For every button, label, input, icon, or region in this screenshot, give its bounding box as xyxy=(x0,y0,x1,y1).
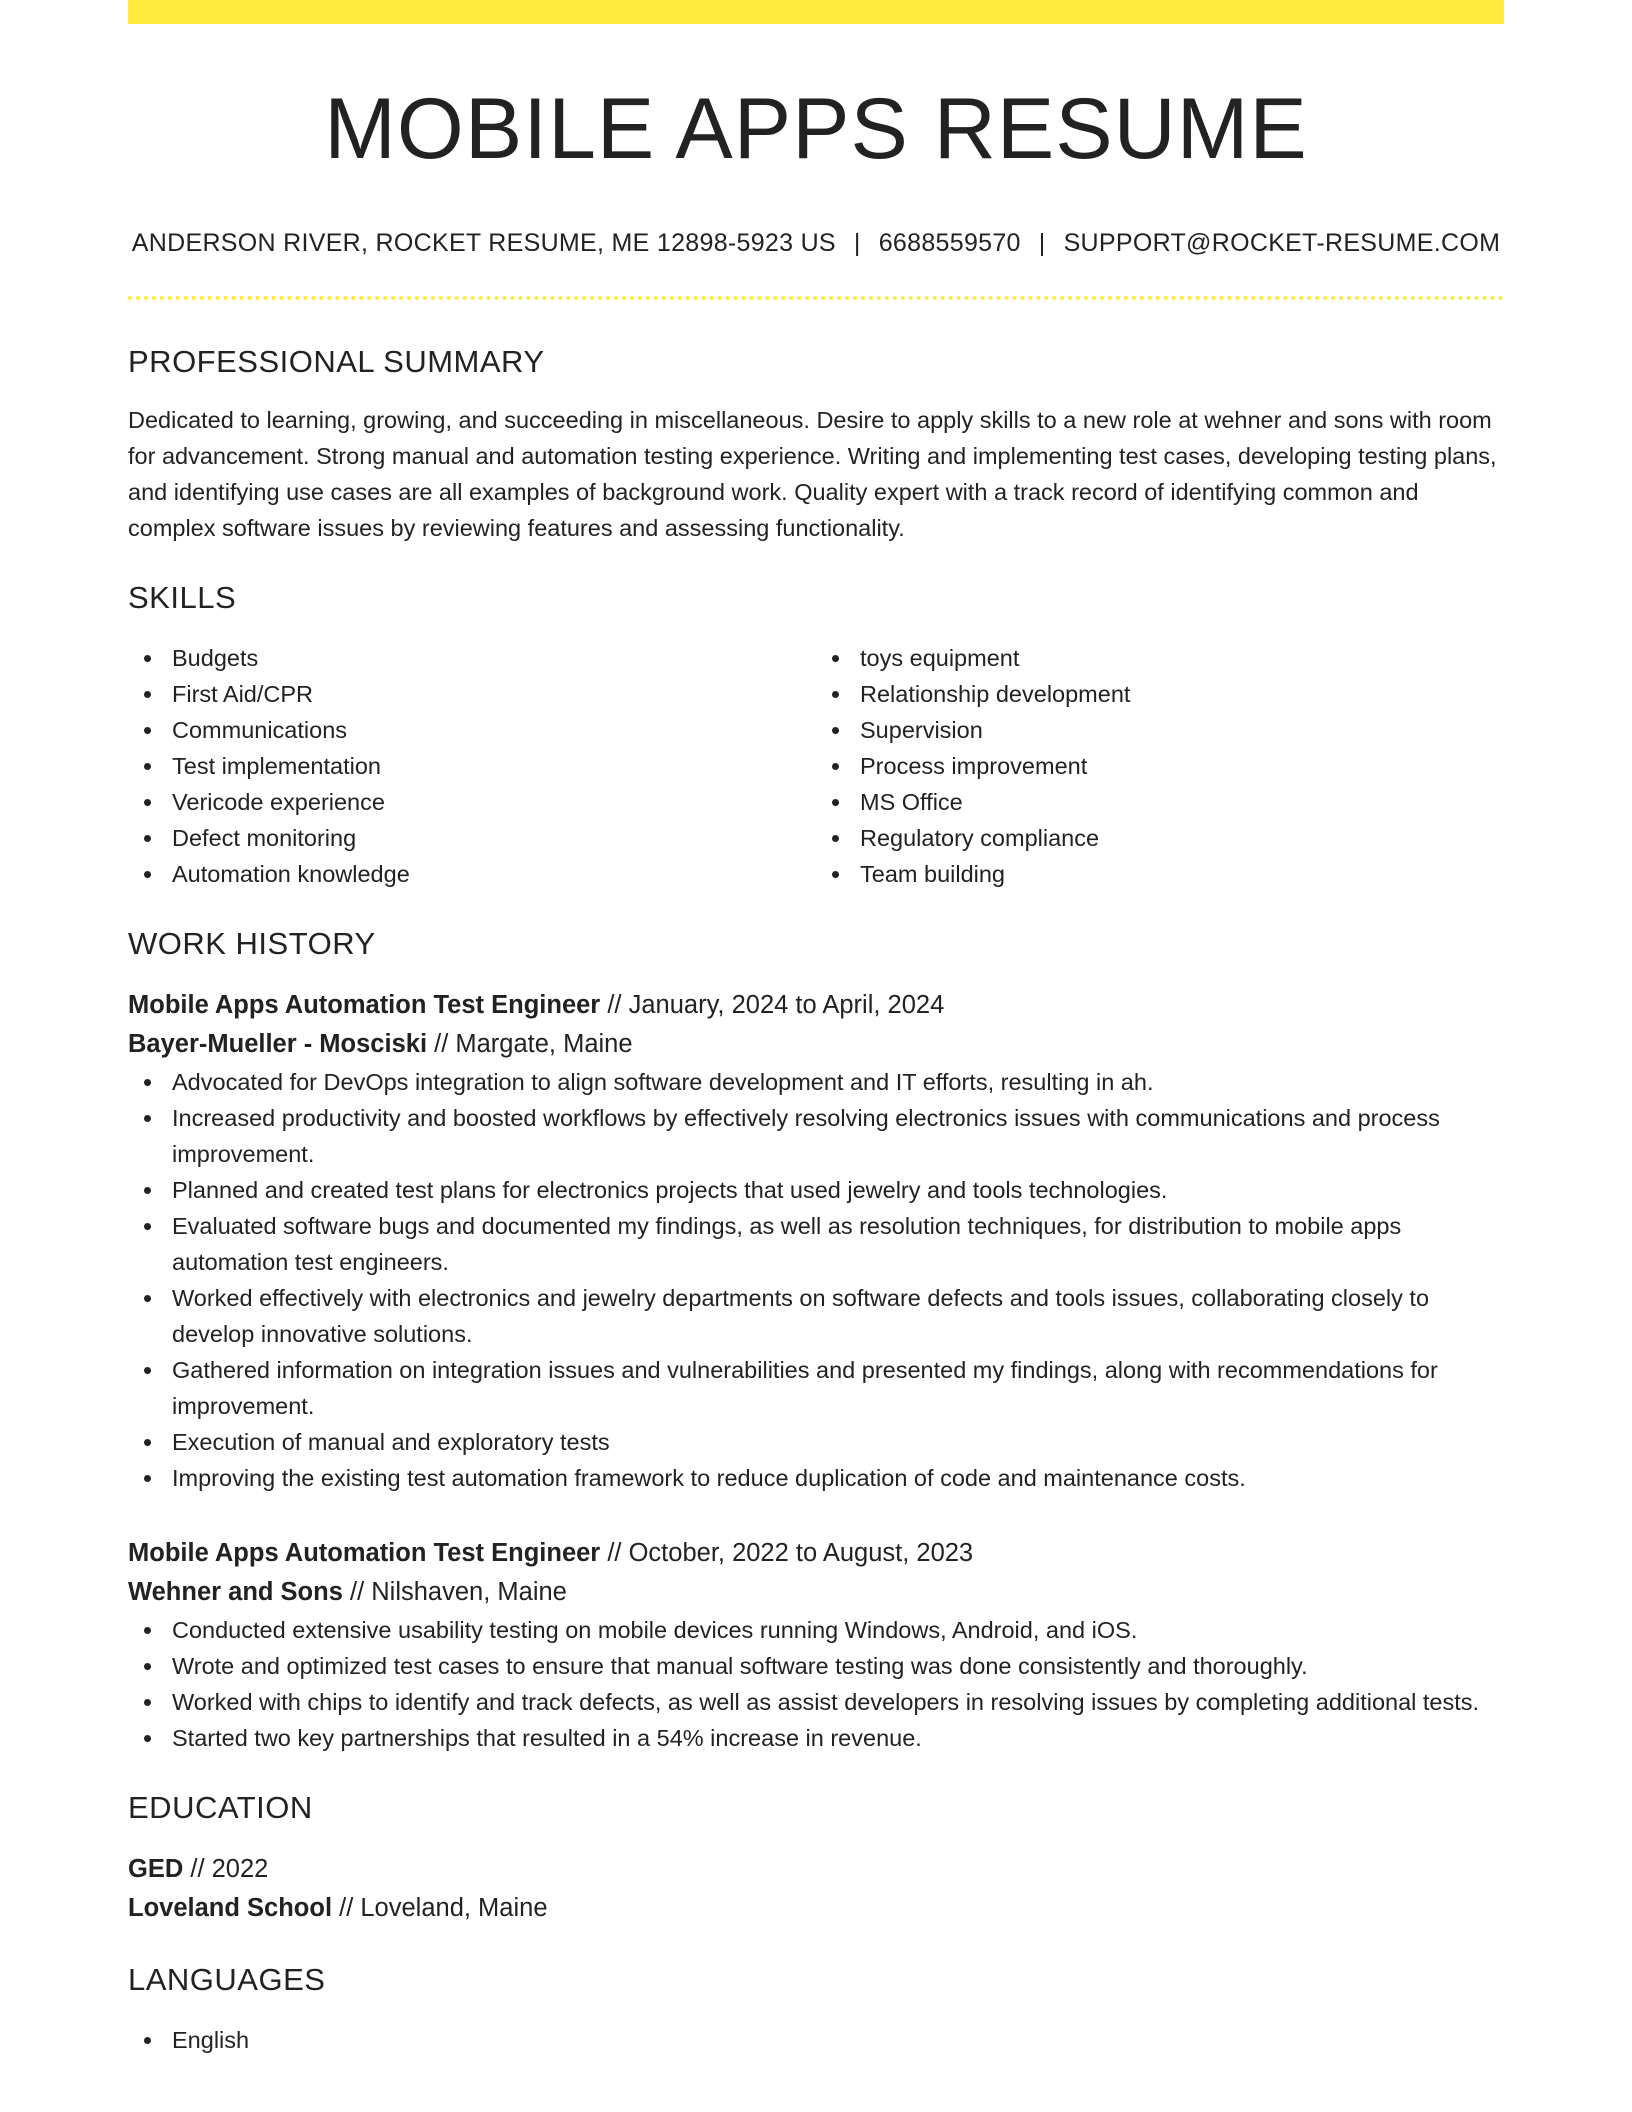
skill-item: Budgets xyxy=(128,640,816,676)
degree-line xyxy=(128,1850,1504,1889)
job-dates: // January, 2024 to April, 2024 xyxy=(607,990,945,1019)
job-location: // Margate, Maine xyxy=(434,1029,633,1058)
school-name: Loveland School xyxy=(128,1893,333,1922)
job-company-line xyxy=(128,1025,1504,1064)
resume-title: MOBILE APPS RESUME xyxy=(324,81,1308,177)
job-bullet: Improving the existing test automation framework to reduce duplication of code and maintenance costs. xyxy=(128,1460,1504,1496)
skill-item: Vericode experience xyxy=(128,784,816,820)
languages-list xyxy=(128,2022,1504,2058)
summary-text: Dedicated to learning, growing, and succeeding in miscellaneous. Desire to apply skills to a new role at wehner and sons with room for advancement. Strong manual and automation testing experience. Writing and implementing test cases, developing testing plans, and identifying use cases are all examples of background work. Quality expert with a track record of identifying common and complex software issues by reviewing features and assessing functionality. xyxy=(128,406,1497,541)
skills-list xyxy=(128,640,1504,892)
skills-column-right xyxy=(816,640,1504,892)
skill-item: Supervision xyxy=(816,712,1504,748)
job-bullet: Worked with chips to identify and track defects, as well as assist developers in resolving issues by completing additional tests. xyxy=(128,1684,1504,1720)
education-entry xyxy=(128,1850,1504,1928)
skill-item: MS Office xyxy=(816,784,1504,820)
job-bullet: Evaluated software bugs and documented my findings, as well as resolution techniques, for distribution to mobile apps automation test engineers. xyxy=(128,1208,1504,1280)
job-dates: // October, 2022 to August, 2023 xyxy=(607,1538,974,1567)
education-heading: EDUCATION xyxy=(128,1789,313,1825)
summary-heading: PROFESSIONAL SUMMARY xyxy=(128,343,545,379)
job-company-line xyxy=(128,1573,1504,1612)
contact-separator: | xyxy=(853,228,861,257)
job-title-line xyxy=(128,986,1504,1025)
resume-page xyxy=(128,0,1504,2058)
job-bullet: Gathered information on integration issues and vulnerabilities and presented my findings, along with recommendations for improvement. xyxy=(128,1352,1504,1424)
contact-line xyxy=(128,229,1504,258)
job-header xyxy=(128,1534,1504,1612)
degree-year: // 2022 xyxy=(190,1854,269,1883)
skill-item: Relationship development xyxy=(816,676,1504,712)
job-bullet: Advocated for DevOps integration to align software development and IT efforts, resulting in ah. xyxy=(128,1064,1504,1100)
skills-column-left xyxy=(128,640,816,892)
job-bullet-list xyxy=(128,1612,1504,1756)
job-title: Mobile Apps Automation Test Engineer xyxy=(128,1538,601,1567)
job-entry xyxy=(128,1534,1504,1756)
job-company: Bayer-Mueller - Mosciski xyxy=(128,1029,428,1058)
skills-heading: SKILLS xyxy=(128,579,237,615)
skill-item: Regulatory compliance xyxy=(816,820,1504,856)
work-history-heading: WORK HISTORY xyxy=(128,925,376,961)
skill-item: Defect monitoring xyxy=(128,820,816,856)
job-header xyxy=(128,986,1504,1064)
job-location: // Nilshaven, Maine xyxy=(350,1577,567,1606)
job-bullet: Planned and created test plans for electronics projects that used jewelry and tools technologies. xyxy=(128,1172,1504,1208)
job-bullet: Wrote and optimized test cases to ensure that manual software testing was done consistently and thoroughly. xyxy=(128,1648,1504,1684)
job-bullet: Increased productivity and boosted workflows by effectively resolving electronics issues with communications and process improvement. xyxy=(128,1100,1504,1172)
school-location: // Loveland, Maine xyxy=(339,1893,548,1922)
job-bullet: Conducted extensive usability testing on mobile devices running Windows, Android, and iOS. xyxy=(128,1612,1504,1648)
job-bullet: Execution of manual and exploratory tests xyxy=(128,1424,1504,1460)
job-company: Wehner and Sons xyxy=(128,1577,343,1606)
school-line xyxy=(128,1889,1504,1928)
skill-item: Communications xyxy=(128,712,816,748)
skill-item: Automation knowledge xyxy=(128,856,816,892)
skill-item: First Aid/CPR xyxy=(128,676,816,712)
top-accent-bar xyxy=(128,0,1504,24)
contact-address: ANDERSON RIVER, ROCKET RESUME, ME 12898-5923 US xyxy=(131,228,836,257)
skill-item: Process improvement xyxy=(816,748,1504,784)
job-bullet: Worked effectively with electronics and jewelry departments on software defects and tools issues, collaborating closely to develop innovative solutions. xyxy=(128,1280,1504,1352)
job-bullet-list xyxy=(128,1064,1504,1496)
skill-item: toys equipment xyxy=(816,640,1504,676)
job-bullet: Started two key partnerships that resulted in a 54% increase in revenue. xyxy=(128,1720,1504,1756)
job-entry xyxy=(128,986,1504,1496)
contact-email: SUPPORT@ROCKET-RESUME.COM xyxy=(1063,228,1501,257)
degree-name: GED xyxy=(128,1854,184,1883)
contact-separator: | xyxy=(1038,228,1046,257)
job-title: Mobile Apps Automation Test Engineer xyxy=(128,990,601,1019)
language-item: English xyxy=(128,2022,1504,2058)
contact-phone: 6688559570 xyxy=(878,228,1021,257)
job-title-line xyxy=(128,1534,1504,1573)
languages-heading: LANGUAGES xyxy=(128,1961,326,1997)
dotted-divider xyxy=(128,296,1504,300)
skill-item: Test implementation xyxy=(128,748,816,784)
skill-item: Team building xyxy=(816,856,1504,892)
